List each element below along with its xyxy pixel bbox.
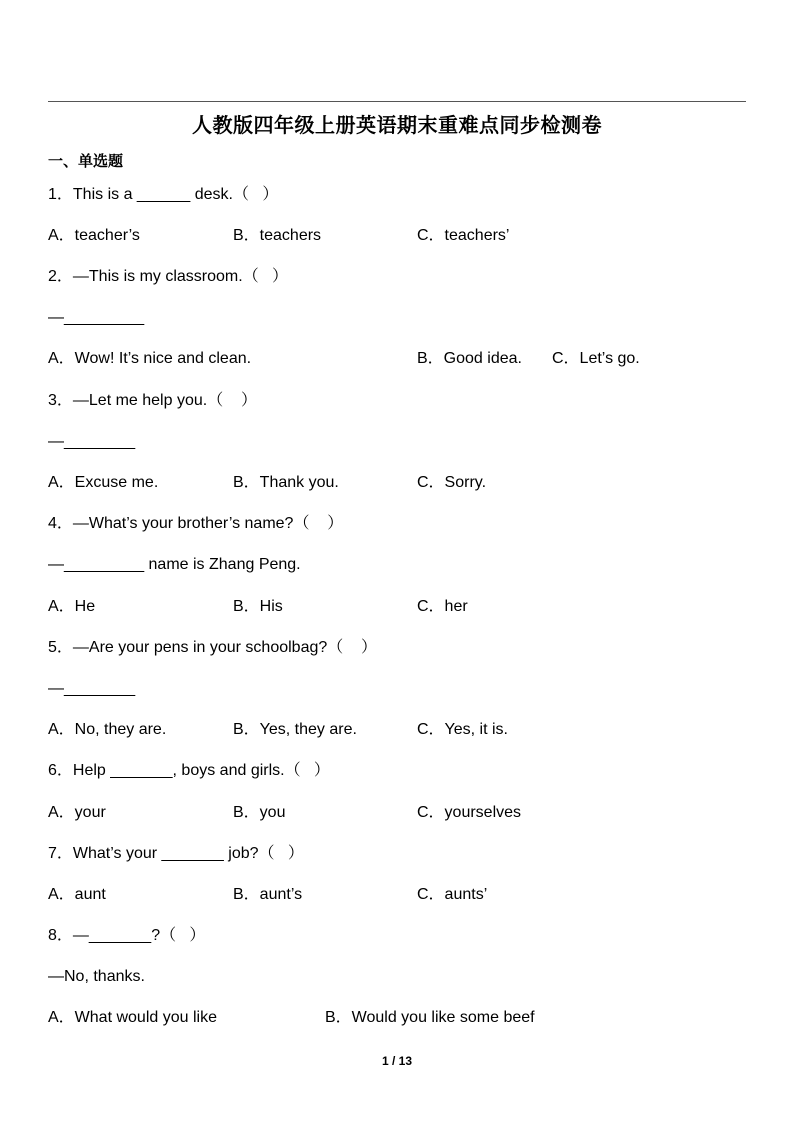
question-1-option-c[interactable]: C．teachers’: [417, 227, 510, 244]
question-3-stem: 3．—Let me help you.（ ）: [48, 392, 257, 409]
question-7-option-b[interactable]: B．aunt’s: [233, 886, 303, 903]
question-2-answer-blank: —_________: [48, 309, 145, 326]
page-title: 人教版四年级上册英语期末重难点同步检测卷: [192, 113, 602, 137]
question-3-option-c[interactable]: C．Sorry.: [417, 474, 487, 491]
question-5-option-a[interactable]: A．No, they are.: [48, 721, 167, 738]
question-2-option-b[interactable]: B．Good idea.: [417, 350, 522, 367]
question-7-option-a[interactable]: A．aunt: [48, 886, 106, 903]
question-8-stem: 8．—_______?（ ）: [48, 927, 206, 944]
page-number: 1 / 13: [381, 1054, 413, 1068]
header-rule: [48, 101, 746, 102]
question-2-stem: 2．—This is my classroom.（ ）: [48, 268, 289, 285]
question-5-answer-blank: —________: [48, 680, 136, 697]
question-4-answer-line: —_________ name is Zhang Peng.: [48, 556, 301, 573]
question-2-option-a[interactable]: A．Wow! It’s nice and clean.: [48, 350, 252, 367]
question-8-option-b[interactable]: B．Would you like some beef: [325, 1009, 535, 1026]
question-3-answer-blank: —________: [48, 433, 136, 450]
question-7-option-c[interactable]: C．aunts’: [417, 886, 488, 903]
question-5-option-c[interactable]: C．Yes, it is.: [417, 721, 508, 738]
question-6-stem: 6．Help _______, boys and girls.（ ）: [48, 762, 330, 779]
question-4-stem: 4．—What’s your brother’s name?（ ）: [48, 515, 344, 532]
question-2-option-c[interactable]: C．Let’s go.: [552, 350, 640, 367]
question-4-option-c[interactable]: C．her: [417, 598, 468, 615]
question-5-stem: 5．—Are your pens in your schoolbag?（ ）: [48, 639, 378, 656]
question-1-option-a[interactable]: A．teacher’s: [48, 227, 140, 244]
question-1-option-b[interactable]: B．teachers: [233, 227, 322, 244]
section-heading: 一、单选题: [48, 152, 124, 170]
question-4-option-b[interactable]: B．His: [233, 598, 283, 615]
question-5-option-b[interactable]: B．Yes, they are.: [233, 721, 357, 738]
question-8-answer-line: —No, thanks.: [48, 968, 145, 985]
question-3-option-b[interactable]: B．Thank you.: [233, 474, 339, 491]
question-6-option-a[interactable]: A．your: [48, 804, 106, 821]
question-1-stem: 1．This is a ______ desk.（ ）: [48, 186, 279, 203]
question-6-option-c[interactable]: C．yourselves: [417, 804, 522, 821]
question-6-option-b[interactable]: B．you: [233, 804, 286, 821]
question-3-option-a[interactable]: A．Excuse me.: [48, 474, 159, 491]
question-4-option-a[interactable]: A．He: [48, 598, 96, 615]
question-7-stem: 7．What’s your _______ job?（ ）: [48, 845, 304, 862]
question-8-option-a[interactable]: A．What would you like: [48, 1009, 217, 1026]
